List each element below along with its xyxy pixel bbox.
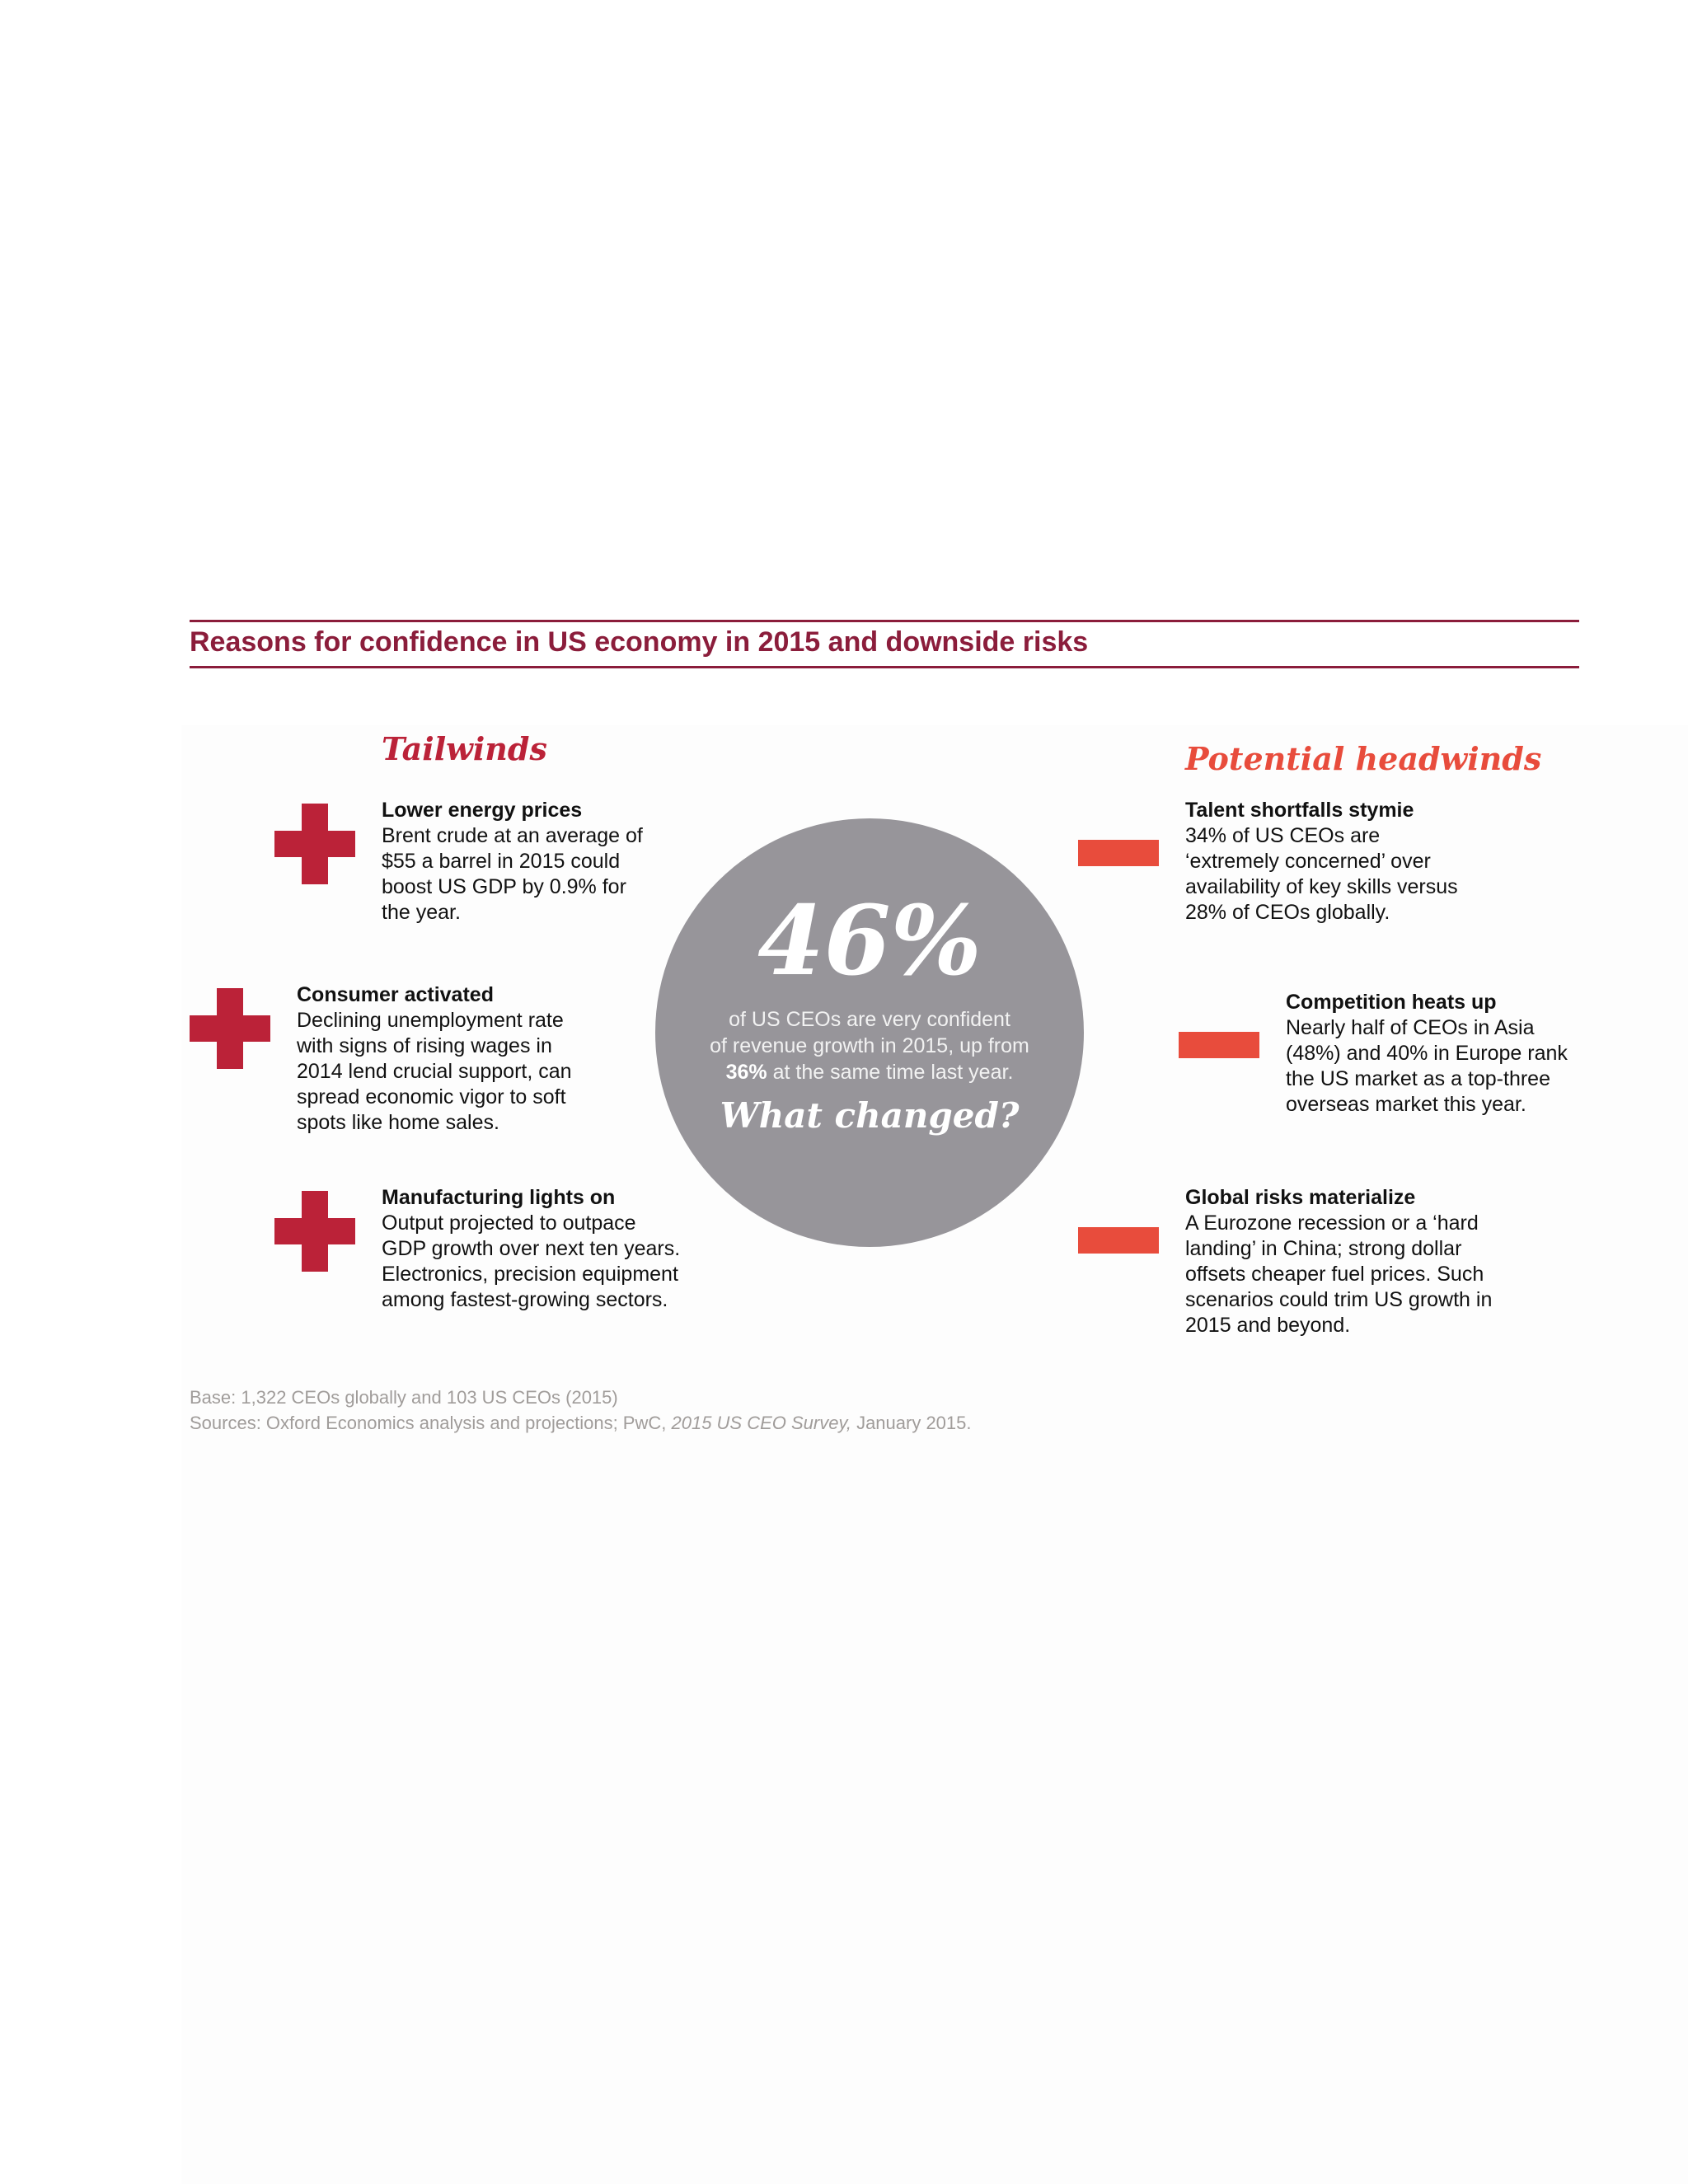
headwind-item-global-risks (1185, 1185, 1492, 1338)
prior-percentage: 36% (725, 1061, 767, 1084)
headwind-item-line: 28% of CEOs globally. (1185, 901, 1390, 924)
circle-line: of US CEOs are very confident (729, 1008, 1010, 1031)
tailwind-item-consumer (297, 982, 572, 1136)
sources-prefix: Sources: Oxford Economics analysis and projections; PwC, (190, 1413, 672, 1433)
tailwind-item-line: Brent crude at an average of (382, 824, 643, 847)
tailwinds-title: Tailwinds (382, 730, 547, 767)
headwind-item-title: Global risks materialize (1185, 1186, 1416, 1209)
sources-title: 2015 US CEO Survey, (671, 1413, 851, 1433)
headwind-item-title: Talent shortfalls stymie (1185, 799, 1414, 822)
heading-bottom-rule (190, 666, 1579, 668)
tailwind-item-line: boost US GDP by 0.9% for (382, 875, 626, 898)
headwind-item-line: (48%) and 40% in Europe rank (1286, 1042, 1568, 1065)
headwind-item-title: Competition heats up (1286, 991, 1497, 1014)
plus-icon (274, 804, 355, 884)
sources-suffix: January 2015. (851, 1413, 972, 1433)
highlight-circle (655, 818, 1084, 1247)
tailwind-item-line: with signs of rising wages in (297, 1034, 552, 1057)
heading-top-rule (190, 620, 1579, 622)
tailwind-item-line: $55 a barrel in 2015 could (382, 850, 621, 873)
tailwind-item-line: Declining unemployment rate (297, 1009, 564, 1032)
tailwind-item-line: among fastest-growing sectors. (382, 1288, 668, 1311)
headwind-item-line: overseas market this year. (1286, 1093, 1526, 1116)
headwind-item-line: offsets cheaper fuel prices. Such (1185, 1263, 1484, 1286)
tailwind-item-line: Output projected to outpace (382, 1212, 636, 1235)
headwind-item-line: Nearly half of CEOs in Asia (1286, 1016, 1535, 1039)
tailwind-item-line: Electronics, precision equipment (382, 1263, 678, 1286)
what-changed-question: What changed? (720, 1095, 1020, 1136)
headwind-item-line: the US market as a top-three (1286, 1067, 1550, 1090)
minus-icon (1078, 1227, 1159, 1254)
tailwind-item-title: Manufacturing lights on (382, 1186, 616, 1209)
headwind-item-talent (1185, 798, 1458, 926)
headwind-item-line: 34% of US CEOs are (1185, 824, 1381, 847)
tailwind-item-title: Lower energy prices (382, 799, 583, 822)
minus-icon (1078, 840, 1159, 866)
headwind-item-line: scenarios could trim US growth in (1185, 1288, 1493, 1311)
plus-icon (190, 988, 270, 1069)
headwind-item-competition (1286, 990, 1568, 1118)
headwind-item-line: A Eurozone recession or a ‘hard (1185, 1212, 1479, 1235)
big-percentage: 46% (757, 885, 982, 997)
tailwind-item-manufacturing (382, 1185, 680, 1313)
headwind-item-line: landing’ in China; strong dollar (1185, 1237, 1462, 1260)
tailwind-item-line: spots like home sales. (297, 1111, 499, 1134)
headwind-item-line: ‘extremely concerned’ over (1185, 850, 1431, 873)
headwind-item-line: 2015 and beyond. (1185, 1314, 1351, 1337)
tailwind-item-title: Consumer activated (297, 983, 494, 1006)
minus-icon (1179, 1032, 1259, 1058)
footnote-sources (190, 1413, 972, 1434)
plus-icon (274, 1191, 355, 1272)
tailwind-item-line: GDP growth over next ten years. (382, 1237, 681, 1260)
footnote-base: Base: 1,322 CEOs globally and 103 US CEOs (2015) (190, 1387, 618, 1408)
headwind-item-line: availability of key skills versus (1185, 875, 1458, 898)
circle-description (688, 1006, 1051, 1085)
tailwind-item-line: spread economic vigor to soft (297, 1085, 566, 1108)
tailwind-item-line: 2014 lend crucial support, can (297, 1060, 572, 1083)
tailwind-item-line: the year. (382, 901, 461, 924)
tailwind-item-energy (382, 798, 643, 926)
headwinds-title: Potential headwinds (1185, 740, 1542, 777)
page-heading: Reasons for confidence in US economy in 2015 and downside risks (190, 626, 1089, 658)
circle-line: at the same time last year. (767, 1061, 1014, 1084)
circle-line: of revenue growth in 2015, up from (710, 1034, 1029, 1057)
